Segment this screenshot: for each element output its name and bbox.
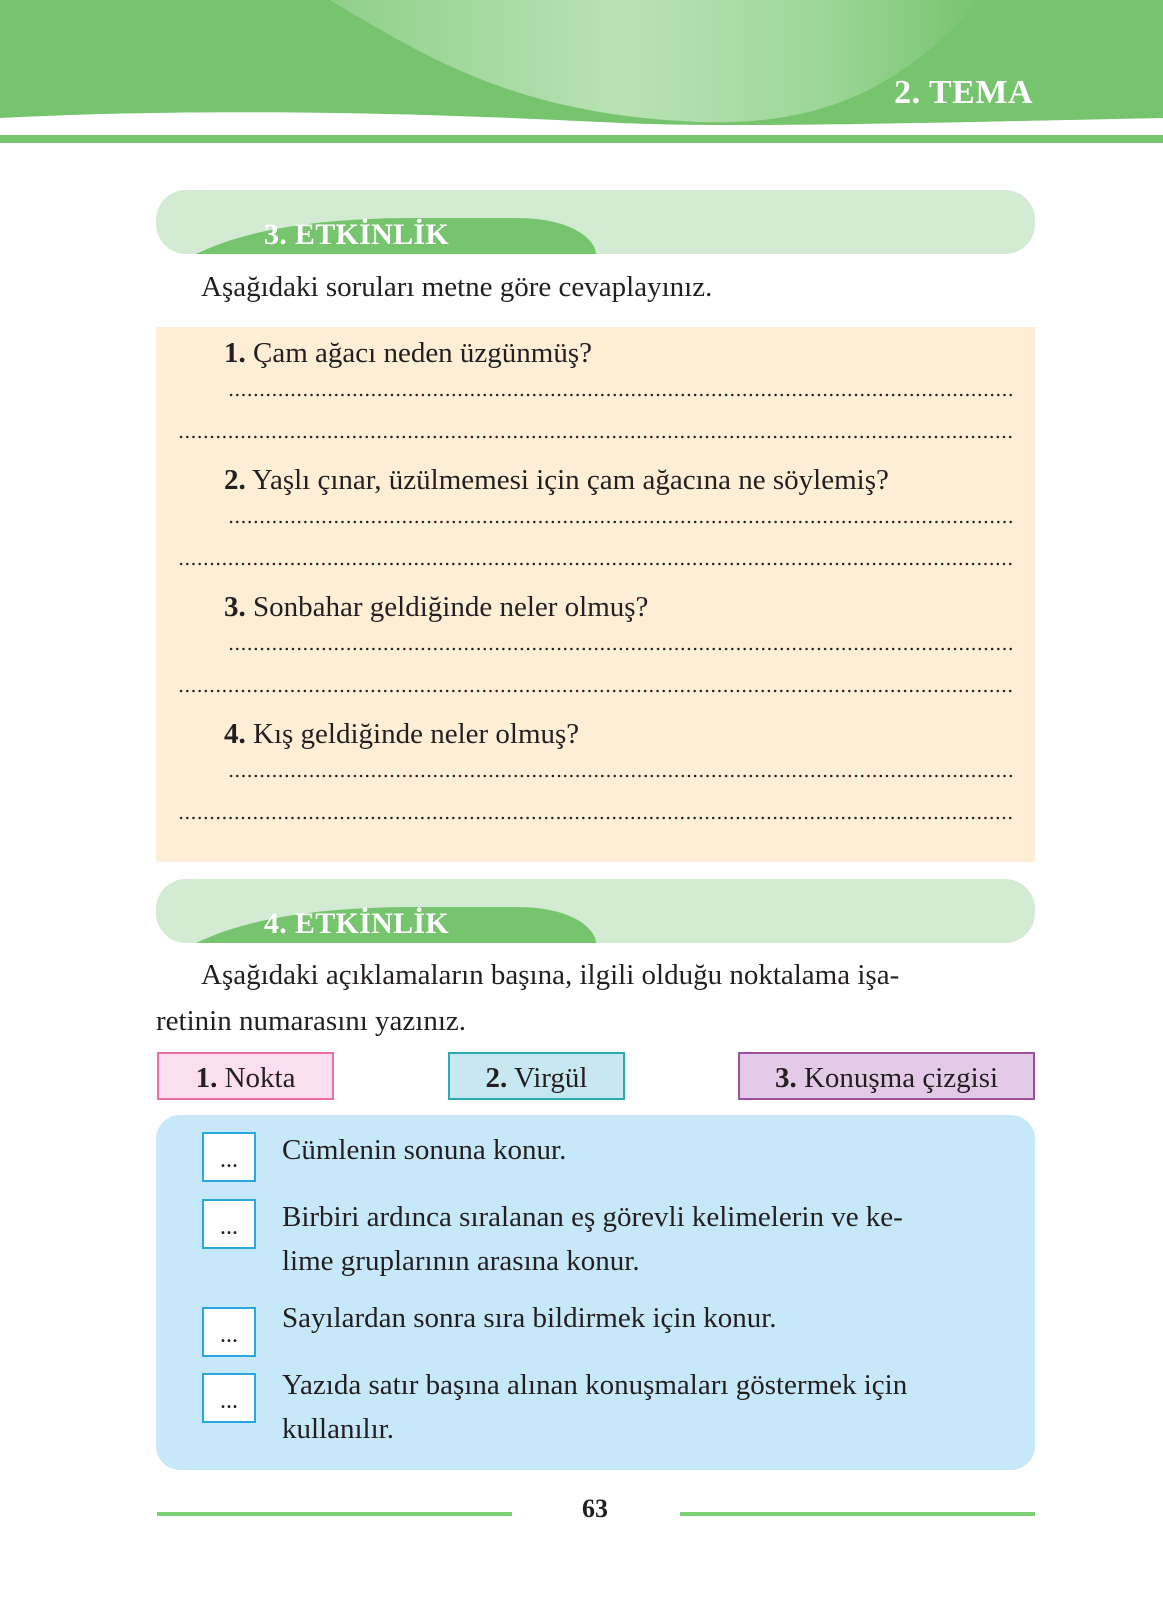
- answer-line-1a[interactable]: [228, 393, 1015, 397]
- matching-box: [156, 1115, 1035, 1470]
- legend-label: Virgül: [507, 1062, 588, 1094]
- activity-3-header: [156, 190, 1035, 254]
- description-1: [282, 1128, 1017, 1172]
- question-number: 4.: [224, 718, 246, 750]
- activity-4-title: 4. ETKİNLİK: [264, 907, 450, 940]
- description-line: Yazıda satır başına alınan konuşmaları göstermek için: [282, 1369, 908, 1401]
- answer-box-3[interactable]: ...: [202, 1307, 256, 1357]
- page-number: 63: [582, 1494, 608, 1523]
- answer-line-3a[interactable]: [228, 647, 1015, 651]
- answer-box-2[interactable]: ...: [202, 1199, 256, 1249]
- activity-4-instruction-line-2: retinin numarasını yazınız.: [156, 1005, 467, 1037]
- header-banner: [0, 0, 1163, 150]
- questions-box: [156, 327, 1035, 862]
- activity-4-instruction-line-1: Aşağıdaki açıklamaların başına, ilgili olduğu noktalama işa-: [201, 959, 900, 991]
- question-text: Kış geldiğinde neler olmuş?: [245, 718, 580, 750]
- question-2: [224, 464, 889, 497]
- description-line: Birbiri ardınca sıralanan eş görevli kelimelerin ve ke-: [282, 1201, 903, 1233]
- question-number: 2.: [224, 464, 246, 496]
- answer-line-1b[interactable]: [178, 435, 1015, 439]
- answer-line-2a[interactable]: [228, 520, 1015, 524]
- legend-konusma-cizgisi: [738, 1052, 1035, 1100]
- question-number: 3.: [224, 591, 246, 623]
- legend-virgul: [448, 1052, 625, 1100]
- answer-line-4b[interactable]: [178, 816, 1015, 820]
- question-text: Çam ağacı neden üzgünmüş?: [245, 337, 593, 369]
- question-number: 1.: [224, 337, 246, 369]
- question-3: [224, 591, 648, 624]
- description-line: lime gruplarının arasına konur.: [282, 1245, 640, 1277]
- legend-label: Nokta: [217, 1062, 296, 1094]
- description-line: kullanılır.: [282, 1413, 394, 1445]
- question-text: Sonbahar geldiğinde neler olmuş?: [245, 591, 649, 623]
- answer-line-2b[interactable]: [178, 562, 1015, 566]
- question-1: [224, 337, 592, 370]
- legend-number: 1.: [195, 1062, 218, 1094]
- answer-line-3b[interactable]: [178, 689, 1015, 693]
- footer-rule-right: [680, 1512, 1035, 1516]
- description-4: [282, 1363, 1017, 1451]
- legend-number: 2.: [485, 1062, 508, 1094]
- description-line: Sayılardan sonra sıra bildirmek için konur.: [282, 1302, 777, 1334]
- activity-3-title: 3. ETKİNLİK: [264, 218, 450, 251]
- footer-rule-left: [157, 1512, 512, 1516]
- activity-3-instruction: Aşağıdaki soruları metne göre cevaplayınız.: [201, 271, 713, 303]
- answer-box-1[interactable]: ...: [202, 1132, 256, 1182]
- description-3: [282, 1296, 1017, 1340]
- legend-nokta: [157, 1052, 334, 1100]
- question-4: [224, 718, 579, 751]
- description-line: Cümlenin sonuna konur.: [282, 1134, 567, 1166]
- activity-4-header: [156, 879, 1035, 943]
- description-2: [282, 1195, 1017, 1283]
- legend-number: 3.: [774, 1062, 797, 1094]
- answer-box-4[interactable]: ...: [202, 1373, 256, 1423]
- legend-label: Konuşma çizgisi: [796, 1062, 999, 1094]
- question-text: Yaşlı çınar, üzülmemesi için çam ağacına ne söylemiş?: [245, 464, 889, 496]
- answer-line-4a[interactable]: [228, 774, 1015, 778]
- theme-label: 2. TEMA: [894, 74, 1033, 111]
